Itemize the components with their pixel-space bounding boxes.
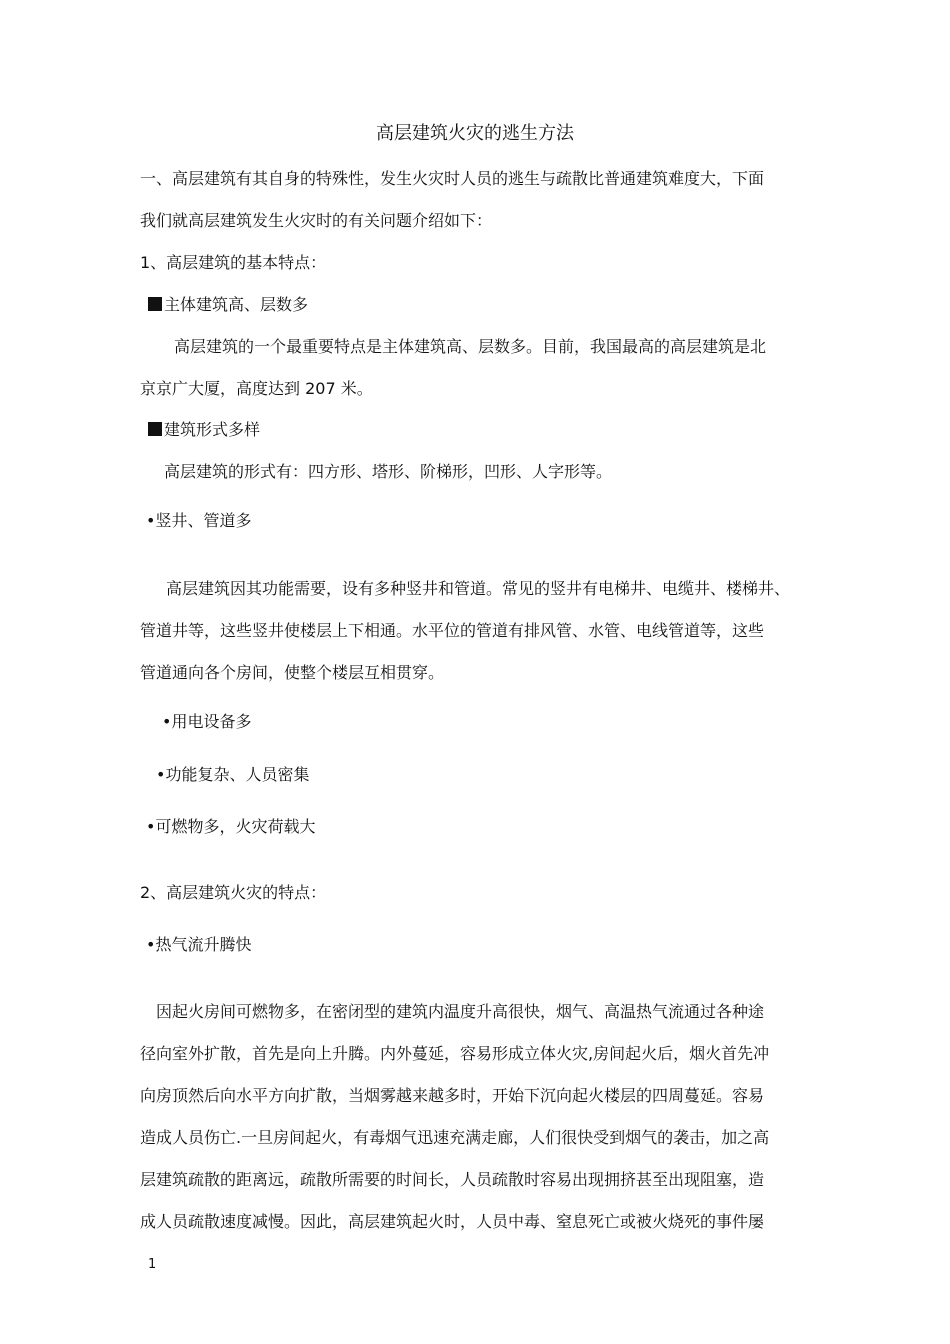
item-3-body-line-1: 高层建筑因其功能需要，设有多种竖井和管道。常见的竖井有电梯井、电缆井、楼梯井、 bbox=[166, 579, 791, 598]
item-7-body-line-5: 层建筑疏散的距离远，疏散所需要的时间长，人员疏散时容易出现拥挤甚至出现阻塞，造 bbox=[140, 1170, 765, 1189]
section-1-heading: 1、高层建筑的基本特点： bbox=[140, 253, 327, 272]
page-number: 1 bbox=[148, 1257, 157, 1272]
item-3-heading: •竖井、管道多 bbox=[146, 511, 252, 530]
item-5-heading: •功能复杂、人员密集 bbox=[156, 765, 310, 784]
item-3-body-line-2: 管道井等，这些竖井使楼层上下相通。水平位的管道有排风管、水管、电线管道等，这些 bbox=[140, 621, 765, 640]
intro-line-1: 一、高层建筑有其自身的特殊性，发生火灾时人员的逃生与疏散比普通建筑难度大，下面 bbox=[140, 169, 765, 188]
item-7-body-line-2: 径向室外扩散，首先是向上升腾。内外蔓延，容易形成立体火灾,房间起火后，烟火首先冲 bbox=[140, 1044, 770, 1063]
item-2-heading bbox=[148, 419, 260, 441]
section-2-heading: 2、高层建筑火灾的特点： bbox=[140, 883, 327, 902]
item-6-heading: •可燃物多，火灾荷载大 bbox=[146, 817, 316, 836]
item-1-body-line-2: 京京广大厦，高度达到 207 米。 bbox=[140, 379, 373, 398]
item-7-body-line-4: 造成人员伤亡.一旦房间起火，有毒烟气迅速充满走廊，人们很快受到烟气的袭击，加之高 bbox=[140, 1128, 770, 1147]
item-7-body-line-3: 向房顶然后向水平方向扩散，当烟雾越来越多时，开始下沉向起火楼层的四周蔓延。容易 bbox=[140, 1086, 765, 1105]
item-1-body-line-1: 高层建筑的一个最重要特点是主体建筑高、层数多。目前，我国最高的高层建筑是北 bbox=[174, 337, 767, 356]
item-7-body-line-1: 因起火房间可燃物多，在密闭型的建筑内温度升高很快，烟气、高温热气流通过各种途 bbox=[156, 1002, 765, 1021]
item-7-body-line-6: 成人员疏散速度减慢。因此，高层建筑起火时，人员中毒、窒息死亡或被火烧死的事件屡 bbox=[140, 1212, 765, 1231]
item-1-heading bbox=[148, 294, 308, 316]
item-2-heading-text: 建筑形式多样 bbox=[164, 420, 261, 439]
intro-line-2: 我们就高层建筑发生火灾时的有关问题介绍如下： bbox=[140, 211, 493, 230]
document-title: 高层建筑火灾的逃生方法 bbox=[376, 123, 574, 144]
item-4-heading: •用电设备多 bbox=[162, 712, 252, 731]
item-1-heading-text: 主体建筑高、层数多 bbox=[164, 295, 309, 314]
item-7-heading: •热气流升腾快 bbox=[146, 935, 252, 954]
item-2-body: 高层建筑的形式有：四方形、塔形、阶梯形，凹形、人字形等。 bbox=[164, 462, 613, 481]
item-3-body-line-3: 管道通向各个房间，使整个楼层互相贯穿。 bbox=[140, 663, 445, 682]
